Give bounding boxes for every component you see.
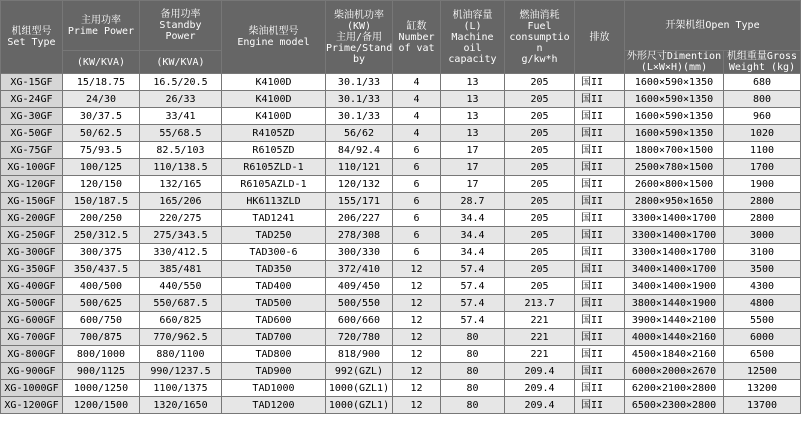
cell-prime-power: 100/125 bbox=[63, 159, 140, 176]
cell-exhaust: 国II bbox=[575, 346, 625, 363]
cell-cylinders: 4 bbox=[393, 74, 441, 91]
cell-fuel-consumption: 205 bbox=[505, 244, 575, 261]
cell-exhaust: 国II bbox=[575, 380, 625, 397]
cell-set-type: XG-75GF bbox=[1, 142, 63, 159]
header-cylinders: 缸数 Number of vat bbox=[393, 1, 441, 74]
table-row bbox=[1, 91, 801, 108]
cell-fuel-consumption: 205 bbox=[505, 91, 575, 108]
cell-set-type: XG-150GF bbox=[1, 193, 63, 210]
cell-engine-model: TAD1200 bbox=[222, 397, 326, 414]
cell-oil-capacity: 28.7 bbox=[441, 193, 505, 210]
cell-standby-power: 220/275 bbox=[140, 210, 222, 227]
header-fuel-consumption: 燃油消耗 Fuel consumptio n g/kw*h bbox=[505, 1, 575, 74]
cell-weight: 1100 bbox=[724, 142, 801, 159]
cell-dimension: 3400×1400×1900 bbox=[625, 278, 724, 295]
cell-weight: 2800 bbox=[724, 193, 801, 210]
table-row bbox=[1, 159, 801, 176]
cell-engine-model: R6105ZD bbox=[222, 142, 326, 159]
cell-oil-capacity: 57.4 bbox=[441, 295, 505, 312]
cell-fuel-consumption: 205 bbox=[505, 125, 575, 142]
cell-engine-model: TAD500 bbox=[222, 295, 326, 312]
cell-weight: 1020 bbox=[724, 125, 801, 142]
cell-diesel-power: 1000(GZL1) bbox=[326, 397, 393, 414]
table-row bbox=[1, 346, 801, 363]
cell-oil-capacity: 57.4 bbox=[441, 278, 505, 295]
table-row bbox=[1, 193, 801, 210]
cell-dimension: 1600×590×1350 bbox=[625, 125, 724, 142]
cell-cylinders: 6 bbox=[393, 244, 441, 261]
cell-diesel-power: 30.1/33 bbox=[326, 91, 393, 108]
cell-oil-capacity: 80 bbox=[441, 329, 505, 346]
cell-set-type: XG-700GF bbox=[1, 329, 63, 346]
cell-engine-model: K4100D bbox=[222, 108, 326, 125]
cell-weight: 960 bbox=[724, 108, 801, 125]
cell-oil-capacity: 13 bbox=[441, 125, 505, 142]
cell-cylinders: 4 bbox=[393, 91, 441, 108]
cell-fuel-consumption: 209.4 bbox=[505, 363, 575, 380]
cell-standby-power: 440/550 bbox=[140, 278, 222, 295]
cell-exhaust: 国II bbox=[575, 312, 625, 329]
cell-diesel-power: 278/308 bbox=[326, 227, 393, 244]
cell-cylinders: 12 bbox=[393, 295, 441, 312]
cell-standby-power: 660/825 bbox=[140, 312, 222, 329]
cell-cylinders: 6 bbox=[393, 210, 441, 227]
cell-dimension: 4000×1440×2160 bbox=[625, 329, 724, 346]
cell-set-type: XG-300GF bbox=[1, 244, 63, 261]
cell-standby-power: 16.5/20.5 bbox=[140, 74, 222, 91]
header-dimension: 外形尺寸Dimention (L×W×H)(mm) bbox=[625, 51, 724, 74]
cell-dimension: 3400×1400×1700 bbox=[625, 261, 724, 278]
table-body bbox=[1, 74, 801, 414]
cell-diesel-power: 206/227 bbox=[326, 210, 393, 227]
cell-oil-capacity: 13 bbox=[441, 108, 505, 125]
cell-engine-model: TAD600 bbox=[222, 312, 326, 329]
cell-standby-power: 132/165 bbox=[140, 176, 222, 193]
cell-standby-power: 550/687.5 bbox=[140, 295, 222, 312]
cell-engine-model: TAD900 bbox=[222, 363, 326, 380]
cell-set-type: XG-350GF bbox=[1, 261, 63, 278]
cell-prime-power: 120/150 bbox=[63, 176, 140, 193]
cell-cylinders: 12 bbox=[393, 380, 441, 397]
cell-set-type: XG-500GF bbox=[1, 295, 63, 312]
header-standby-unit: (KW/KVA) bbox=[140, 51, 222, 74]
cell-prime-power: 300/375 bbox=[63, 244, 140, 261]
cell-exhaust: 国II bbox=[575, 176, 625, 193]
cell-fuel-consumption: 221 bbox=[505, 346, 575, 363]
cell-standby-power: 165/206 bbox=[140, 193, 222, 210]
cell-exhaust: 国II bbox=[575, 74, 625, 91]
cell-dimension: 1600×590×1350 bbox=[625, 91, 724, 108]
cell-oil-capacity: 57.4 bbox=[441, 261, 505, 278]
cell-oil-capacity: 80 bbox=[441, 346, 505, 363]
cell-fuel-consumption: 205 bbox=[505, 74, 575, 91]
cell-set-type: XG-30GF bbox=[1, 108, 63, 125]
cell-exhaust: 国II bbox=[575, 363, 625, 380]
cell-dimension: 3300×1400×1700 bbox=[625, 227, 724, 244]
cell-diesel-power: 372/410 bbox=[326, 261, 393, 278]
cell-set-type: XG-1000GF bbox=[1, 380, 63, 397]
cell-oil-capacity: 57.4 bbox=[441, 312, 505, 329]
cell-oil-capacity: 17 bbox=[441, 142, 505, 159]
cell-diesel-power: 1000(GZL1) bbox=[326, 380, 393, 397]
cell-weight: 13700 bbox=[724, 397, 801, 414]
cell-standby-power: 55/68.5 bbox=[140, 125, 222, 142]
cell-exhaust: 国II bbox=[575, 91, 625, 108]
cell-oil-capacity: 34.4 bbox=[441, 210, 505, 227]
cell-prime-power: 350/437.5 bbox=[63, 261, 140, 278]
cell-prime-power: 15/18.75 bbox=[63, 74, 140, 91]
cell-oil-capacity: 80 bbox=[441, 397, 505, 414]
cell-exhaust: 国II bbox=[575, 329, 625, 346]
header-prime-power: 主用功率 Prime Power bbox=[63, 1, 140, 51]
cell-prime-power: 400/500 bbox=[63, 278, 140, 295]
cell-prime-power: 24/30 bbox=[63, 91, 140, 108]
cell-dimension: 2600×800×1500 bbox=[625, 176, 724, 193]
cell-exhaust: 国II bbox=[575, 244, 625, 261]
cell-cylinders: 6 bbox=[393, 142, 441, 159]
cell-set-type: XG-900GF bbox=[1, 363, 63, 380]
cell-fuel-consumption: 205 bbox=[505, 142, 575, 159]
header-prime-unit: (KW/KVA) bbox=[63, 51, 140, 74]
cell-engine-model: TAD1241 bbox=[222, 210, 326, 227]
cell-prime-power: 500/625 bbox=[63, 295, 140, 312]
cell-prime-power: 800/1000 bbox=[63, 346, 140, 363]
cell-dimension: 4500×1840×2160 bbox=[625, 346, 724, 363]
cell-prime-power: 250/312.5 bbox=[63, 227, 140, 244]
cell-dimension: 1600×590×1350 bbox=[625, 108, 724, 125]
cell-set-type: XG-250GF bbox=[1, 227, 63, 244]
cell-oil-capacity: 34.4 bbox=[441, 244, 505, 261]
cell-weight: 800 bbox=[724, 91, 801, 108]
cell-diesel-power: 155/171 bbox=[326, 193, 393, 210]
cell-oil-capacity: 13 bbox=[441, 74, 505, 91]
table-row bbox=[1, 312, 801, 329]
cell-standby-power: 110/138.5 bbox=[140, 159, 222, 176]
cell-diesel-power: 30.1/33 bbox=[326, 108, 393, 125]
cell-prime-power: 200/250 bbox=[63, 210, 140, 227]
table-row bbox=[1, 380, 801, 397]
cell-cylinders: 12 bbox=[393, 329, 441, 346]
cell-cylinders: 4 bbox=[393, 108, 441, 125]
cell-diesel-power: 110/121 bbox=[326, 159, 393, 176]
cell-engine-model: TAD800 bbox=[222, 346, 326, 363]
cell-oil-capacity: 80 bbox=[441, 380, 505, 397]
cell-standby-power: 82.5/103 bbox=[140, 142, 222, 159]
cell-prime-power: 1200/1500 bbox=[63, 397, 140, 414]
cell-prime-power: 75/93.5 bbox=[63, 142, 140, 159]
cell-weight: 3500 bbox=[724, 261, 801, 278]
cell-fuel-consumption: 213.7 bbox=[505, 295, 575, 312]
cell-set-type: XG-50GF bbox=[1, 125, 63, 142]
cell-weight: 13200 bbox=[724, 380, 801, 397]
cell-set-type: XG-1200GF bbox=[1, 397, 63, 414]
cell-set-type: XG-24GF bbox=[1, 91, 63, 108]
table-row bbox=[1, 227, 801, 244]
cell-dimension: 3300×1400×1700 bbox=[625, 244, 724, 261]
cell-exhaust: 国II bbox=[575, 227, 625, 244]
cell-weight: 6500 bbox=[724, 346, 801, 363]
cell-exhaust: 国II bbox=[575, 142, 625, 159]
cell-engine-model: R6105ZLD-1 bbox=[222, 159, 326, 176]
cell-cylinders: 6 bbox=[393, 159, 441, 176]
cell-standby-power: 1320/1650 bbox=[140, 397, 222, 414]
cell-dimension: 1800×700×1500 bbox=[625, 142, 724, 159]
cell-dimension: 6200×2100×2800 bbox=[625, 380, 724, 397]
cell-fuel-consumption: 221 bbox=[505, 312, 575, 329]
cell-standby-power: 770/962.5 bbox=[140, 329, 222, 346]
cell-engine-model: TAD350 bbox=[222, 261, 326, 278]
cell-standby-power: 33/41 bbox=[140, 108, 222, 125]
cell-diesel-power: 84/92.4 bbox=[326, 142, 393, 159]
cell-oil-capacity: 17 bbox=[441, 159, 505, 176]
table-row bbox=[1, 363, 801, 380]
cell-prime-power: 900/1125 bbox=[63, 363, 140, 380]
cell-exhaust: 国II bbox=[575, 278, 625, 295]
header-weight: 机组重量Gross Weight (kg) bbox=[724, 51, 801, 74]
table-row bbox=[1, 210, 801, 227]
cell-dimension: 3800×1440×1900 bbox=[625, 295, 724, 312]
cell-dimension: 2800×950×1650 bbox=[625, 193, 724, 210]
cell-weight: 3000 bbox=[724, 227, 801, 244]
cell-engine-model: HK6113ZLD bbox=[222, 193, 326, 210]
cell-fuel-consumption: 205 bbox=[505, 278, 575, 295]
table-row bbox=[1, 125, 801, 142]
table-row bbox=[1, 74, 801, 91]
cell-fuel-consumption: 205 bbox=[505, 193, 575, 210]
cell-exhaust: 国II bbox=[575, 295, 625, 312]
cell-oil-capacity: 17 bbox=[441, 176, 505, 193]
header-exhaust: 排放 bbox=[575, 1, 625, 74]
cell-engine-model: K4100D bbox=[222, 91, 326, 108]
header-oil-capacity: 机油容量 (L) Machine oil capacity bbox=[441, 1, 505, 74]
cell-diesel-power: 300/330 bbox=[326, 244, 393, 261]
cell-weight: 4800 bbox=[724, 295, 801, 312]
cell-cylinders: 12 bbox=[393, 312, 441, 329]
cell-weight: 4300 bbox=[724, 278, 801, 295]
cell-diesel-power: 500/550 bbox=[326, 295, 393, 312]
cell-diesel-power: 30.1/33 bbox=[326, 74, 393, 91]
cell-oil-capacity: 13 bbox=[441, 91, 505, 108]
table-row bbox=[1, 397, 801, 414]
cell-exhaust: 国II bbox=[575, 193, 625, 210]
table-row bbox=[1, 278, 801, 295]
table-row bbox=[1, 244, 801, 261]
cell-exhaust: 国II bbox=[575, 125, 625, 142]
cell-diesel-power: 818/900 bbox=[326, 346, 393, 363]
table-row bbox=[1, 329, 801, 346]
cell-weight: 5500 bbox=[724, 312, 801, 329]
header-row-main bbox=[1, 1, 801, 51]
cell-set-type: XG-100GF bbox=[1, 159, 63, 176]
cell-set-type: XG-800GF bbox=[1, 346, 63, 363]
cell-dimension: 6500×2300×2800 bbox=[625, 397, 724, 414]
cell-set-type: XG-400GF bbox=[1, 278, 63, 295]
cell-dimension: 1600×590×1350 bbox=[625, 74, 724, 91]
cell-weight: 3100 bbox=[724, 244, 801, 261]
cell-fuel-consumption: 209.4 bbox=[505, 380, 575, 397]
cell-cylinders: 12 bbox=[393, 278, 441, 295]
cell-engine-model: R4105ZD bbox=[222, 125, 326, 142]
cell-engine-model: K4100D bbox=[222, 74, 326, 91]
header-engine-model: 柴油机型号 Engine model bbox=[222, 1, 326, 74]
cell-dimension: 6000×2000×2670 bbox=[625, 363, 724, 380]
cell-engine-model: TAD250 bbox=[222, 227, 326, 244]
cell-diesel-power: 56/62 bbox=[326, 125, 393, 142]
cell-engine-model: TAD300-6 bbox=[222, 244, 326, 261]
cell-exhaust: 国II bbox=[575, 108, 625, 125]
table-row bbox=[1, 261, 801, 278]
cell-weight: 2800 bbox=[724, 210, 801, 227]
cell-fuel-consumption: 205 bbox=[505, 108, 575, 125]
cell-fuel-consumption: 205 bbox=[505, 261, 575, 278]
cell-prime-power: 600/750 bbox=[63, 312, 140, 329]
header-standby-power: 备用功率 Standby Power bbox=[140, 1, 222, 51]
cell-diesel-power: 720/780 bbox=[326, 329, 393, 346]
cell-oil-capacity: 34.4 bbox=[441, 227, 505, 244]
cell-weight: 1700 bbox=[724, 159, 801, 176]
cell-weight: 6000 bbox=[724, 329, 801, 346]
cell-weight: 12500 bbox=[724, 363, 801, 380]
cell-cylinders: 6 bbox=[393, 227, 441, 244]
cell-prime-power: 1000/1250 bbox=[63, 380, 140, 397]
cell-engine-model: R6105AZLD-1 bbox=[222, 176, 326, 193]
cell-fuel-consumption: 205 bbox=[505, 210, 575, 227]
cell-fuel-consumption: 205 bbox=[505, 227, 575, 244]
cell-dimension: 3300×1400×1700 bbox=[625, 210, 724, 227]
cell-weight: 1900 bbox=[724, 176, 801, 193]
table-row bbox=[1, 295, 801, 312]
cell-diesel-power: 992(GZL) bbox=[326, 363, 393, 380]
table-row bbox=[1, 142, 801, 159]
cell-exhaust: 国II bbox=[575, 159, 625, 176]
cell-oil-capacity: 80 bbox=[441, 363, 505, 380]
cell-dimension: 2500×780×1500 bbox=[625, 159, 724, 176]
cell-prime-power: 50/62.5 bbox=[63, 125, 140, 142]
cell-standby-power: 330/412.5 bbox=[140, 244, 222, 261]
cell-prime-power: 30/37.5 bbox=[63, 108, 140, 125]
cell-cylinders: 12 bbox=[393, 397, 441, 414]
cell-cylinders: 4 bbox=[393, 125, 441, 142]
cell-dimension: 3900×1440×2100 bbox=[625, 312, 724, 329]
cell-prime-power: 150/187.5 bbox=[63, 193, 140, 210]
cell-cylinders: 6 bbox=[393, 193, 441, 210]
cell-cylinders: 12 bbox=[393, 346, 441, 363]
header-diesel-power: 柴油机功率 (KW) 主用/备用 Prime/Stand by bbox=[326, 1, 393, 74]
cell-engine-model: TAD700 bbox=[222, 329, 326, 346]
table-row bbox=[1, 108, 801, 125]
cell-cylinders: 6 bbox=[393, 176, 441, 193]
cell-standby-power: 26/33 bbox=[140, 91, 222, 108]
cell-set-type: XG-600GF bbox=[1, 312, 63, 329]
cell-standby-power: 1100/1375 bbox=[140, 380, 222, 397]
cell-diesel-power: 600/660 bbox=[326, 312, 393, 329]
cell-fuel-consumption: 205 bbox=[505, 159, 575, 176]
cell-engine-model: TAD400 bbox=[222, 278, 326, 295]
cell-set-type: XG-200GF bbox=[1, 210, 63, 227]
cell-diesel-power: 409/450 bbox=[326, 278, 393, 295]
header-open-type: 开架机组Open Type bbox=[625, 1, 801, 51]
header-set-type: 机组型号 Set Type bbox=[1, 1, 63, 74]
cell-cylinders: 12 bbox=[393, 261, 441, 278]
cell-standby-power: 990/1237.5 bbox=[140, 363, 222, 380]
cell-fuel-consumption: 205 bbox=[505, 176, 575, 193]
cell-engine-model: TAD1000 bbox=[222, 380, 326, 397]
cell-standby-power: 385/481 bbox=[140, 261, 222, 278]
cell-fuel-consumption: 221 bbox=[505, 329, 575, 346]
cell-exhaust: 国II bbox=[575, 261, 625, 278]
cell-standby-power: 880/1100 bbox=[140, 346, 222, 363]
cell-set-type: XG-15GF bbox=[1, 74, 63, 91]
cell-diesel-power: 120/132 bbox=[326, 176, 393, 193]
table-row bbox=[1, 176, 801, 193]
cell-exhaust: 国II bbox=[575, 210, 625, 227]
cell-fuel-consumption: 209.4 bbox=[505, 397, 575, 414]
cell-standby-power: 275/343.5 bbox=[140, 227, 222, 244]
cell-set-type: XG-120GF bbox=[1, 176, 63, 193]
cell-exhaust: 国II bbox=[575, 397, 625, 414]
cell-cylinders: 12 bbox=[393, 363, 441, 380]
cell-weight: 680 bbox=[724, 74, 801, 91]
cell-prime-power: 700/875 bbox=[63, 329, 140, 346]
